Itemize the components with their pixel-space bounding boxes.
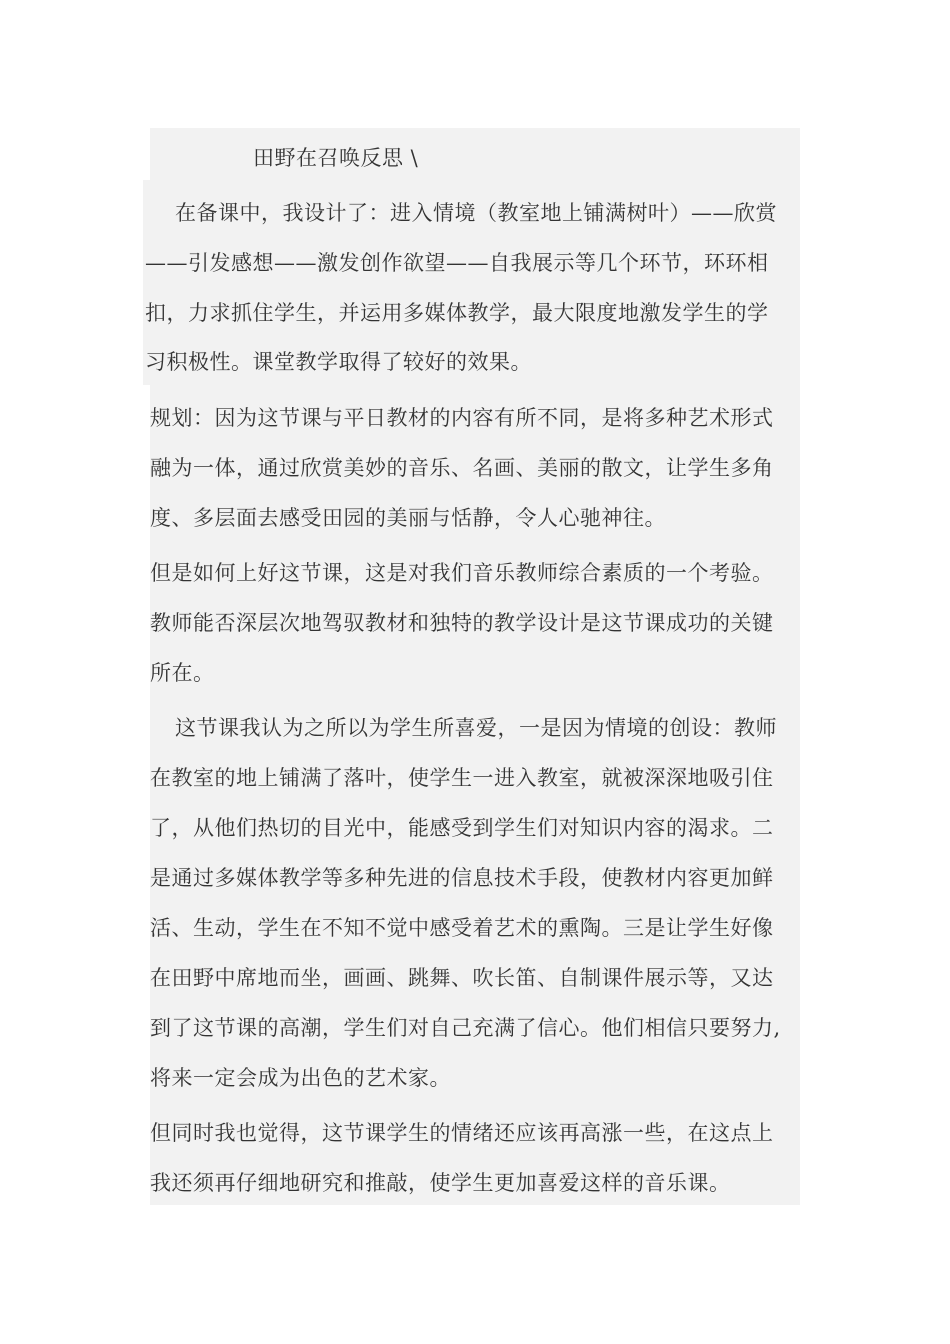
paragraph-3-line-1: 但是如何上好这节课，这是对我们音乐教师综合素质的一个考验。 <box>150 561 774 585</box>
paragraph-2-line-1: 规划：因为这节课与平日教材的内容有所不同，是将多种艺术形式 <box>150 406 774 430</box>
paragraph-4-line-2: 在教室的地上铺满了落叶，使学生一进入教室，就被深深地吸引住 <box>150 766 774 790</box>
paragraph-4-line-5: 活、生动，学生在不知不觉中感受着艺术的熏陶。三是让学生好像 <box>150 916 774 940</box>
paragraph-2-line-2: 融为一体，通过欣赏美妙的音乐、名画、美丽的散文，让学生多角 <box>150 456 774 480</box>
paragraph-4-line-1: 这节课我认为之所以为学生所喜爱，一是因为情境的创设：教师 <box>175 716 777 740</box>
paragraph-1-line-1: 在备课中，我设计了：进入情境（教室地上铺满树叶）——欣赏 <box>175 201 777 225</box>
paragraph-1-line-3: 扣，力求抓住学生，并运用多媒体教学，最大限度地激发学生的学 <box>145 301 769 325</box>
paragraph-1-line-4: 习积极性。课堂教学取得了较好的效果。 <box>145 350 532 374</box>
paragraph-4-line-6: 在田野中席地而坐，画画、跳舞、吹长笛、自制课件展示等，又达 <box>150 966 774 990</box>
paragraph-3-line-3: 所在。 <box>150 661 215 685</box>
paragraph-4-line-4: 是通过多媒体教学等多种先进的信息技术手段，使教材内容更加鲜 <box>150 866 774 890</box>
paragraph-5-line-1: 但同时我也觉得，这节课学生的情绪还应该再高涨一些，在这点上 <box>150 1121 774 1145</box>
paragraph-2-line-3: 度、多层面去感受田园的美丽与恬静，令人心驰神往。 <box>150 506 666 530</box>
document-title: 田野在召唤反思 \ <box>253 146 419 170</box>
paragraph-4-line-7: 到了这节课的高潮，学生们对自己充满了信心。他们相信只要努力, <box>150 1016 781 1040</box>
paragraph-1-line-2: ——引发感想——激发创作欲望——自我展示等几个环节，环环相 <box>145 251 769 275</box>
paragraph-4-line-3: 了，从他们热切的目光中，能感受到学生们对知识内容的渴求。二 <box>150 816 774 840</box>
page-shade-top <box>150 128 800 180</box>
paragraph-3-line-2: 教师能否深层次地驾驭教材和独特的教学设计是这节课成功的关键 <box>150 611 774 635</box>
paragraph-4-line-8: 将来一定会成为出色的艺术家。 <box>150 1066 451 1090</box>
paragraph-5-line-2: 我还须再仔细地研究和推敲，使学生更加喜爱这样的音乐课。 <box>150 1171 731 1195</box>
